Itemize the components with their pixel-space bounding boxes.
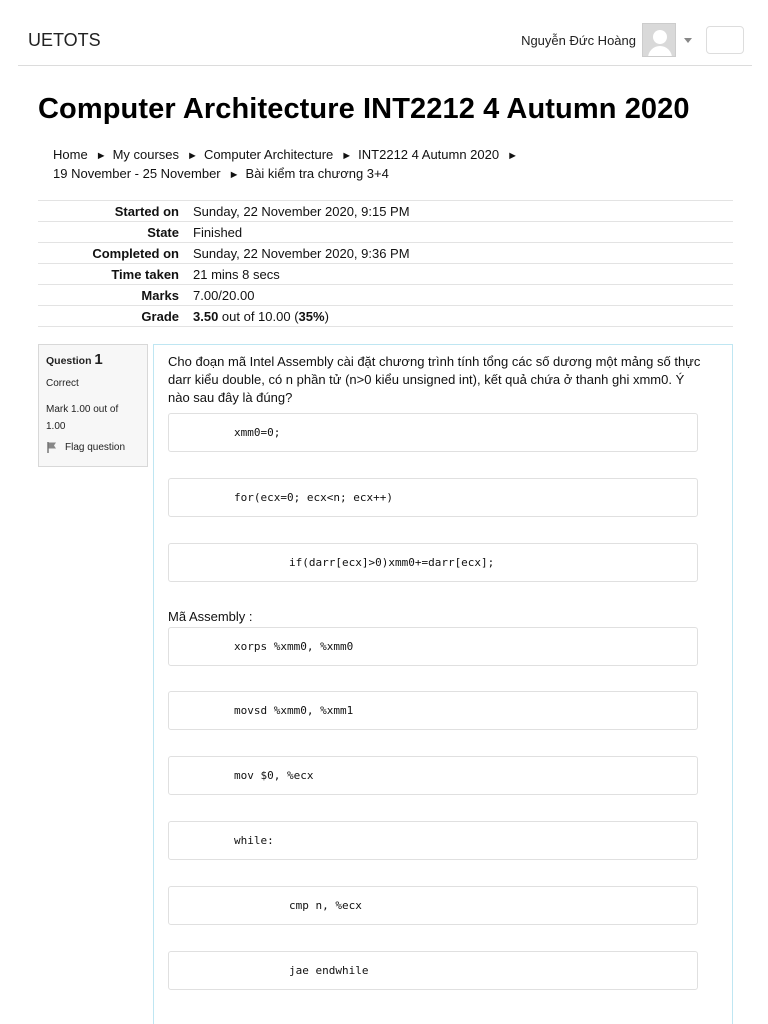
breadcrumb-group[interactable]: INT2212 4 Autumn 2020 xyxy=(358,147,500,162)
top-navbar xyxy=(18,0,752,66)
asm-line: xorps %xmm0, %xmm0 xyxy=(168,627,698,666)
question-number-value: 1 xyxy=(94,351,103,368)
code-line: if(darr[ecx]>0)xmm0+=darr[ecx]; xyxy=(168,543,698,582)
page-title: Computer Architecture INT2212 4 Autumn 2020 xyxy=(38,93,690,125)
breadcrumb-separator-icon: ► xyxy=(228,169,240,181)
flag-question-link[interactable] xyxy=(46,441,140,454)
grade-close: ) xyxy=(324,308,329,324)
asm-line: jae endwhile xyxy=(168,951,698,990)
attempt-summary-table xyxy=(38,200,733,327)
breadcrumb-separator-icon: ► xyxy=(187,150,198,162)
question-number xyxy=(46,351,140,368)
breadcrumb-quiz[interactable]: Bài kiểm tra chương 3+4 xyxy=(245,166,389,181)
asm-line: movsd %xmm0, %xmm1 xyxy=(168,691,698,730)
summary-row xyxy=(38,243,733,264)
time-taken-value: 21 mins 8 secs xyxy=(193,266,280,282)
breadcrumb-home[interactable]: Home xyxy=(53,147,88,162)
completed-on-value: Sunday, 22 November 2020, 9:36 PM xyxy=(193,245,410,261)
started-on-label: Started on xyxy=(114,203,179,219)
marks-label: Marks xyxy=(141,287,179,303)
started-on-value: Sunday, 22 November 2020, 9:15 PM xyxy=(193,203,410,219)
avatar-icon[interactable] xyxy=(642,23,676,57)
breadcrumb-separator-icon: ► xyxy=(341,150,353,162)
time-taken-label: Time taken xyxy=(111,266,179,282)
flag-question-label[interactable]: Flag question xyxy=(65,442,126,453)
breadcrumb-course[interactable]: Computer Architecture xyxy=(203,147,334,162)
grade-score: 3.50 xyxy=(193,308,219,324)
marks-value: 7.00/20.00 xyxy=(193,287,255,303)
summary-row xyxy=(38,285,733,306)
breadcrumb xyxy=(53,146,673,184)
flag-icon xyxy=(46,441,59,454)
summary-row xyxy=(38,222,733,243)
question-mark: Mark 1.00 out of 1.00 xyxy=(46,404,119,432)
assembly-label: Mã Assembly : xyxy=(168,609,253,624)
asm-line: cmp n, %ecx xyxy=(168,886,698,925)
question-text: Cho đoạn mã Intel Assembly cài đặt chương trình tính tổng các số dương một mảng số thực darr kiểu double, có n phần tử (n>0 kiểu unsigned int), kết quả chứa ở thanh ghi xmm0. Ý nào sau đây là đúng? xyxy=(168,354,701,405)
asm-line: mov $0, %ecx xyxy=(168,756,698,795)
summary-row xyxy=(38,306,733,327)
grade-percent: 35% xyxy=(298,308,325,324)
question-state: Correct xyxy=(46,378,79,389)
grade-label: Grade xyxy=(141,308,179,324)
question-content xyxy=(153,344,733,1024)
grade-value xyxy=(193,306,733,327)
breadcrumb-week[interactable]: 19 November - 25 November xyxy=(53,166,221,181)
user-name[interactable]: Nguyễn Đức Hoàng xyxy=(521,32,636,48)
breadcrumb-my-courses[interactable]: My courses xyxy=(112,147,180,162)
question-info-panel xyxy=(38,344,148,467)
code-line: for(ecx=0; ecx<n; ecx++) xyxy=(168,478,698,517)
breadcrumb-separator-icon: ► xyxy=(95,150,107,162)
question-label: Question xyxy=(46,355,95,367)
state-value: Finished xyxy=(193,224,243,240)
user-menu[interactable] xyxy=(521,22,744,58)
asm-line: while: xyxy=(168,821,698,860)
chevron-down-icon[interactable] xyxy=(684,38,692,43)
code-line: xmm0=0; xyxy=(168,413,698,452)
summary-row xyxy=(38,201,733,222)
completed-on-label: Completed on xyxy=(92,245,179,261)
breadcrumb-separator-icon: ► xyxy=(507,150,518,162)
site-brand[interactable]: UETOTS xyxy=(28,30,101,50)
state-label: State xyxy=(147,224,179,240)
summary-row xyxy=(38,264,733,285)
grade-out-of: out of 10.00 ( xyxy=(218,308,299,324)
messages-button[interactable] xyxy=(706,26,744,54)
